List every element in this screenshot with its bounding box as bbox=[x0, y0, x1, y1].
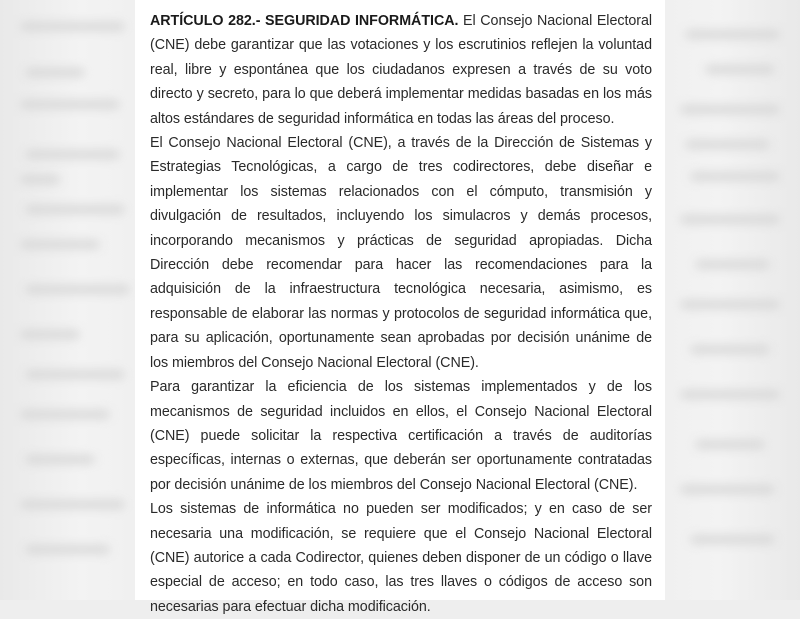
blurred-page-left bbox=[0, 0, 135, 600]
article-heading: ARTÍCULO 282.- SEGURIDAD INFORMÁTICA. bbox=[150, 13, 459, 29]
paragraph-1-text: El Consejo Nacional Electoral (CNE) debe garantizar que las votaciones y los escrutinios reflejen la voluntad real, libre y espontánea que los ciudadanos expresen a través de su voto directo y secreto, para lo que deberá implementar medidas basadas en los más altos estándares de seguridad informática en todas las áreas del proceso. bbox=[150, 13, 653, 127]
paragraph-2: El Consejo Nacional Electoral (CNE), a través de la Dirección de Sistemas y Estrategias Tecnológicas, a cargo de tres codirectores, debe diseñar e implementar los sistemas relacionados con el cómputo, transmisión y divulgación de resultados, incluyendo los simulacros y demás procesos, incorporando mecanismos y prácticas de seguridad apropiadas. Dicha Dirección debe recomendar para hacer las recomendaciones para la adquisición de la infraestructura tecnológica necesaria, asimismo, es responsable de elaborar las normas y protocolos de seguridad informática que, para su aplicación, oportunamente sean aprobadas por decisión unánime de los miembros del Consejo Nacional Electoral (CNE). bbox=[150, 135, 652, 371]
paragraph-1 bbox=[150, 9, 652, 131]
paragraph-3: Para garantizar la eficiencia de los sistemas implementados y de los mecanismos de seguridad incluidos en ellos, el Consejo Nacional Electoral (CNE) puede solicitar la respectiva certificación a través de auditorías específicas, internas o externas, que deberán ser oportunamente contratadas por decisión unánime de los miembros del Consejo Nacional Electoral (CNE). bbox=[150, 379, 652, 493]
article-body bbox=[150, 9, 652, 619]
blurred-page-right bbox=[665, 0, 800, 600]
paragraph-4: Los sistemas de informática no pueden ser modificados; y en caso de ser necesaria una modificación, se requiere que el Consejo Nacional Electoral (CNE) autorice a cada Codirector, quienes deben disponer de un código o llave especial de acceso; en todo caso, las tres llaves o códigos de acceso son necesarias para efectuar dicha modificación. bbox=[150, 501, 652, 615]
document-page bbox=[135, 0, 665, 615]
